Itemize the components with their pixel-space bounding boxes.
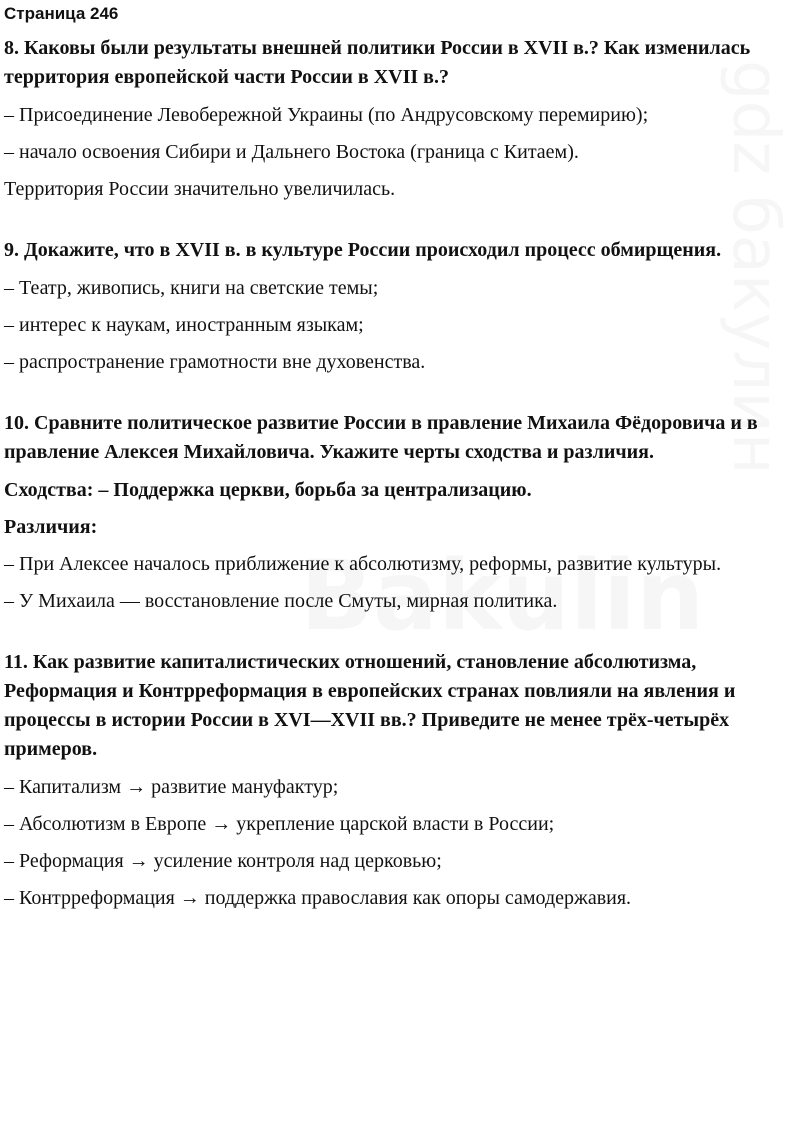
question-heading: 11. Как развитие капиталистических отношений, становление абсолютизма, Реформация и Контрреформация в европейских странах повлияли на явления и процессы в истории России в XVI—XVII вв.? Приведите не менее трёх-четырёх примеров. bbox=[4, 651, 736, 760]
similarities-line: Сходства: – Поддержка церкви, борьба за централизацию. bbox=[4, 479, 532, 501]
section-question-8 bbox=[4, 34, 794, 204]
section-question-10 bbox=[4, 409, 794, 616]
differences-label: Различия: bbox=[4, 516, 98, 538]
section-question-11 bbox=[4, 648, 794, 913]
answer-line: – Театр, живопись, книги на светские темы; bbox=[4, 277, 379, 299]
answer-line: – Присоединение Левобережной Украины (по Андрусовскому перемирию); bbox=[4, 104, 649, 126]
answer-line: – Реформация → усиление контроля над церковью; bbox=[4, 850, 442, 872]
answer-line: – Контрреформация → поддержка православия как опоры самодержавия. bbox=[4, 887, 632, 909]
answer-line: – начало освоения Сибири и Дальнего Востока (граница с Китаем). bbox=[4, 141, 579, 163]
question-heading: 8. Каковы были результаты внешней политики России в XVII в.? Как изменилась территория европейской части России в XVII в.? bbox=[4, 37, 751, 88]
answer-line: – У Михаила — восстановление после Смуты, мирная политика. bbox=[4, 590, 558, 612]
answer-line: – Капитализм → развитие мануфактур; bbox=[4, 776, 339, 798]
question-heading: 9. Докажите, что в XVII в. в культуре России происходил процесс обмирщения. bbox=[4, 239, 722, 261]
section-question-9 bbox=[4, 236, 794, 377]
answer-line: – Абсолютизм в Европе → укрепление царской власти в России; bbox=[4, 813, 555, 835]
question-heading: 10. Сравните политическое развитие России в правление Михаила Фёдоровича и в правление Алексея Михайловича. Укажите черты сходства и различия. bbox=[4, 412, 758, 463]
answer-line: – распространение грамотности вне духовенства. bbox=[4, 351, 426, 373]
page-number-header: Страница 246 bbox=[4, 4, 119, 23]
answer-line: Территория России значительно увеличилась. bbox=[4, 178, 396, 200]
answer-line: – При Алексее началось приближение к абсолютизму, реформы, развитие культуры. bbox=[4, 553, 722, 575]
answer-line: – интерес к наукам, иностранным языкам; bbox=[4, 314, 364, 336]
